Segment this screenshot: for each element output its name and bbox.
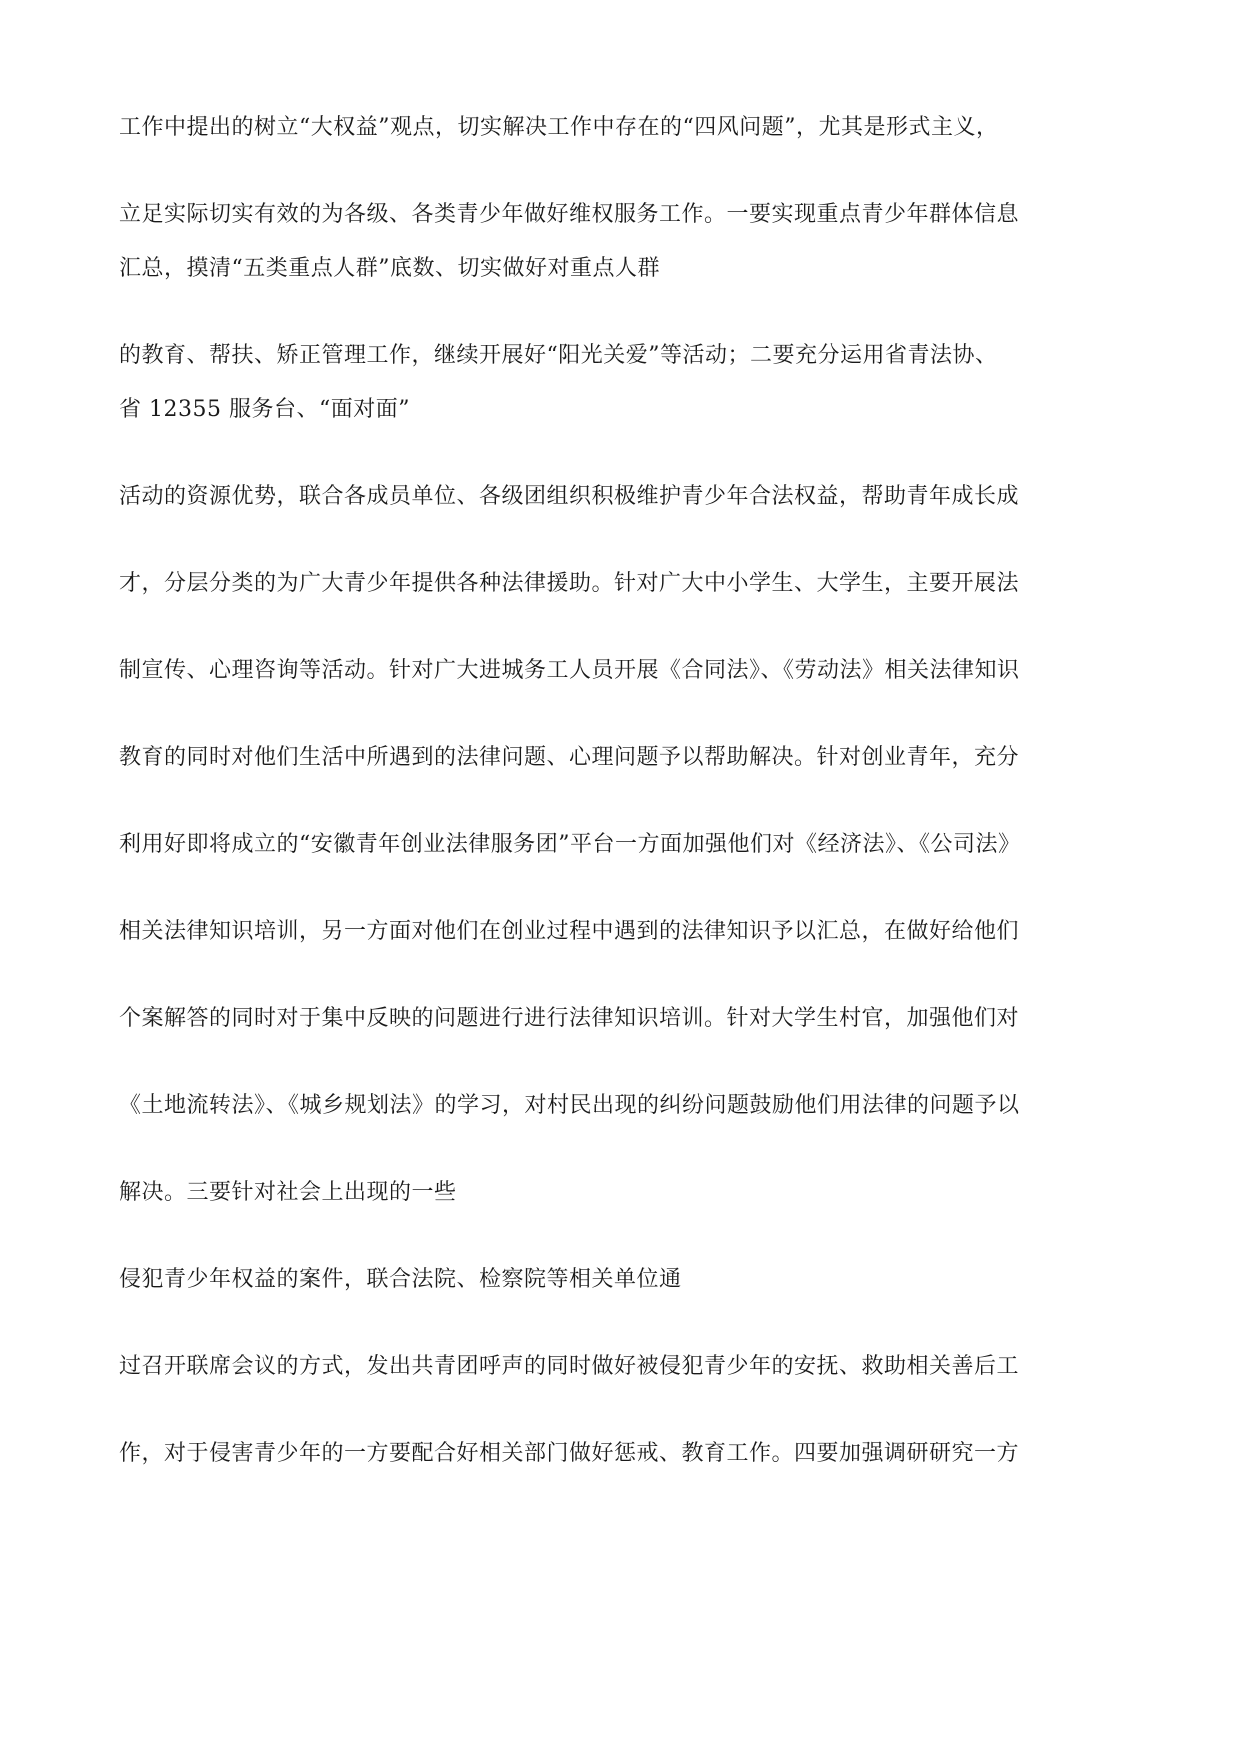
text-line: 制宣传、心理咨询等活动。针对广大进城务工人员开展《合同法》、《劳动法》相关法律知识	[119, 658, 1020, 683]
text-line: 的教育、帮扶、矫正管理工作，继续开展好“阳光关爱”等活动；二要充分运用省青法协、	[119, 343, 998, 368]
text-line: 才，分层分类的为广大青少年提供各种法律援助。针对广大中小学生、大学生，主要开展法	[119, 571, 1020, 596]
text-line: 过召开联席会议的方式，发出共青团呼声的同时做好被侵犯青少年的安抚、救助相关善后工	[119, 1354, 1020, 1379]
text-line: 省 12355 服务台、“面对面”	[119, 397, 410, 422]
text-line: 解决。三要针对社会上出现的一些	[119, 1180, 457, 1205]
text-line: 汇总，摸清“五类重点人群”底数、切实做好对重点人群	[119, 256, 660, 281]
text-line: 相关法律知识培训，另一方面对他们在创业过程中遇到的法律知识予以汇总，在做好给他们	[119, 919, 1020, 944]
text-line: 作，对于侵害青少年的一方要配合好相关部门做好惩戒、教育工作。四要加强调研研究一方	[119, 1441, 1020, 1466]
text-line: 利用好即将成立的“安徽青年创业法律服务团”平台一方面加强他们对《经济法》、《公司法》	[119, 832, 1021, 857]
text-line: 立足实际切实有效的为各级、各类青少年做好维权服务工作。一要实现重点青少年群体信息	[119, 202, 1020, 227]
text-line: 《土地流转法》、《城乡规划法》的学习，对村民出现的纠纷问题鼓励他们用法律的问题予以	[119, 1093, 1020, 1118]
text-line: 个案解答的同时对于集中反映的问题进行进行法律知识培训。针对大学生村官，加强他们对	[119, 1006, 1020, 1031]
text-line: 侵犯青少年权益的案件，联合法院、检察院等相关单位通	[119, 1267, 682, 1292]
text-line: 教育的同时对他们生活中所遇到的法律问题、心理问题予以帮助解决。针对创业青年，充分	[119, 745, 1020, 770]
text-line: 活动的资源优势，联合各成员单位、各级团组织积极维护青少年合法权益，帮助青年成长成	[119, 484, 1020, 509]
text-line: 工作中提出的树立“大权益”观点，切实解决工作中存在的“四风问题”，尤其是形式主义，	[119, 115, 999, 140]
